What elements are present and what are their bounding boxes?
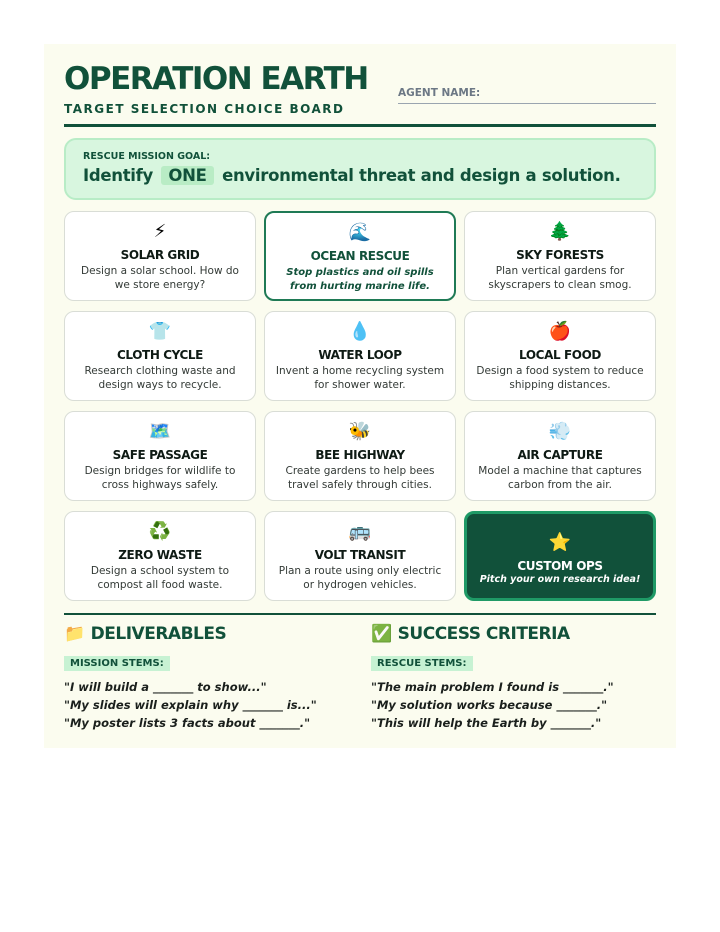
page-title: OPERATION EARTH — [64, 61, 368, 97]
card-solar-grid[interactable] — [64, 211, 256, 301]
mission-goal-box — [64, 138, 656, 200]
card-volt-transit[interactable] — [264, 511, 456, 601]
card-cloth-cycle[interactable] — [64, 311, 256, 401]
card-zero-waste[interactable] — [64, 511, 256, 601]
card-title: WATER LOOP — [318, 348, 402, 362]
shirt-icon: 👕 — [148, 321, 172, 342]
mission-goal-label: RESCUE MISSION GOAL: — [83, 151, 211, 162]
mission-stems-label: MISSION STEMS: — [64, 656, 170, 671]
deliverables-title: DELIVERABLES — [90, 624, 227, 644]
card-air-capture[interactable] — [464, 411, 656, 501]
agent-name-label: AGENT NAME: — [398, 87, 481, 99]
worksheet — [44, 44, 676, 748]
map-icon: 🗺️ — [148, 421, 172, 442]
card-title: SKY FORESTS — [516, 248, 604, 262]
card-title: AIR CAPTURE — [517, 448, 603, 462]
mission-stems-list — [64, 678, 364, 732]
header-divider — [64, 124, 656, 127]
lightning-icon: ⚡ — [153, 221, 167, 242]
agent-name-field[interactable] — [398, 81, 656, 104]
stem-item: "I will build a _______ to show..." — [64, 680, 267, 694]
card-safe-passage[interactable] — [64, 411, 256, 501]
card-bee-highway[interactable] — [264, 411, 456, 501]
card-description: Design a school system to compost all food waste. — [90, 565, 230, 591]
card-description: Plan a route using only electric or hydrogen vehicles. — [278, 565, 442, 591]
card-local-food[interactable] — [464, 311, 656, 401]
apple-icon: 🍎 — [548, 321, 572, 342]
card-custom-ops[interactable] — [464, 511, 656, 601]
card-water-loop[interactable] — [264, 311, 456, 401]
rescue-stems-list — [371, 678, 671, 732]
wind-icon: 💨 — [548, 421, 572, 442]
page-subtitle: TARGET SELECTION CHOICE BOARD — [64, 102, 345, 116]
stem-item: "My slides will explain why _______ is..." — [64, 698, 317, 712]
goal-emphasis: ONE — [161, 166, 213, 185]
card-title: SOLAR GRID — [120, 248, 200, 262]
card-description: Plan vertical gardens for skyscrapers to clean smog. — [488, 265, 632, 291]
card-title: BEE HIGHWAY — [315, 448, 405, 462]
folder-icon: 📁 — [64, 624, 85, 644]
deliverables-section — [64, 624, 364, 732]
recycle-icon: ♻️ — [148, 521, 172, 542]
card-title: OCEAN RESCUE — [310, 249, 410, 263]
goal-text-before: Identify — [83, 166, 153, 185]
stem-item: "This will help the Earth by _______." — [371, 716, 602, 730]
goal-text-after: environmental threat and design a solution. — [222, 166, 621, 185]
card-title: LOCAL FOOD — [519, 348, 601, 362]
stem-item: "My solution works because _______." — [371, 698, 608, 712]
droplet-icon: 💧 — [348, 321, 372, 342]
card-title: CLOTH CYCLE — [117, 348, 203, 362]
wave-icon: 🌊 — [348, 222, 372, 243]
deliverables-heading — [64, 624, 364, 644]
card-ocean-rescue[interactable] — [264, 211, 456, 301]
mission-goal-text — [83, 166, 621, 185]
rescue-stems-label: RESCUE STEMS: — [371, 656, 473, 671]
check-box-icon: ✅ — [371, 624, 392, 644]
success-criteria-title: SUCCESS CRITERIA — [397, 624, 570, 644]
stem-item: "The main problem I found is _______." — [371, 680, 614, 694]
card-title: VOLT TRANSIT — [314, 548, 406, 562]
card-description: Invent a home recycling system for shower water. — [275, 365, 445, 391]
stem-item: "My poster lists 3 facts about _______." — [64, 716, 311, 730]
card-title: CUSTOM OPS — [517, 559, 603, 573]
bus-icon: 🚌 — [348, 521, 372, 542]
success-criteria-section — [371, 624, 671, 732]
card-description: Stop plastics and oil spills from hurting marine life. — [286, 267, 434, 292]
card-description: Design a food system to reduce shipping distances. — [476, 365, 644, 391]
section-divider — [64, 613, 656, 615]
success-criteria-heading — [371, 624, 671, 644]
card-title: SAFE PASSAGE — [112, 448, 208, 462]
card-description: Model a machine that captures carbon from the air. — [478, 465, 642, 491]
card-description: Create gardens to help bees travel safely through cities. — [285, 465, 435, 491]
card-description: Design a solar school. How do we store energy? — [81, 265, 239, 291]
card-description: Research clothing waste and design ways to recycle. — [84, 365, 236, 391]
card-sky-forests[interactable] — [464, 211, 656, 301]
tree-icon: 🌲 — [548, 221, 572, 242]
bee-icon: 🐝 — [348, 421, 372, 442]
star-icon: ⭐ — [548, 532, 572, 553]
card-title: ZERO WASTE — [118, 548, 202, 562]
card-description: Pitch your own research idea! — [479, 574, 641, 585]
card-description: Design bridges for wildlife to cross highways safely. — [84, 465, 236, 491]
